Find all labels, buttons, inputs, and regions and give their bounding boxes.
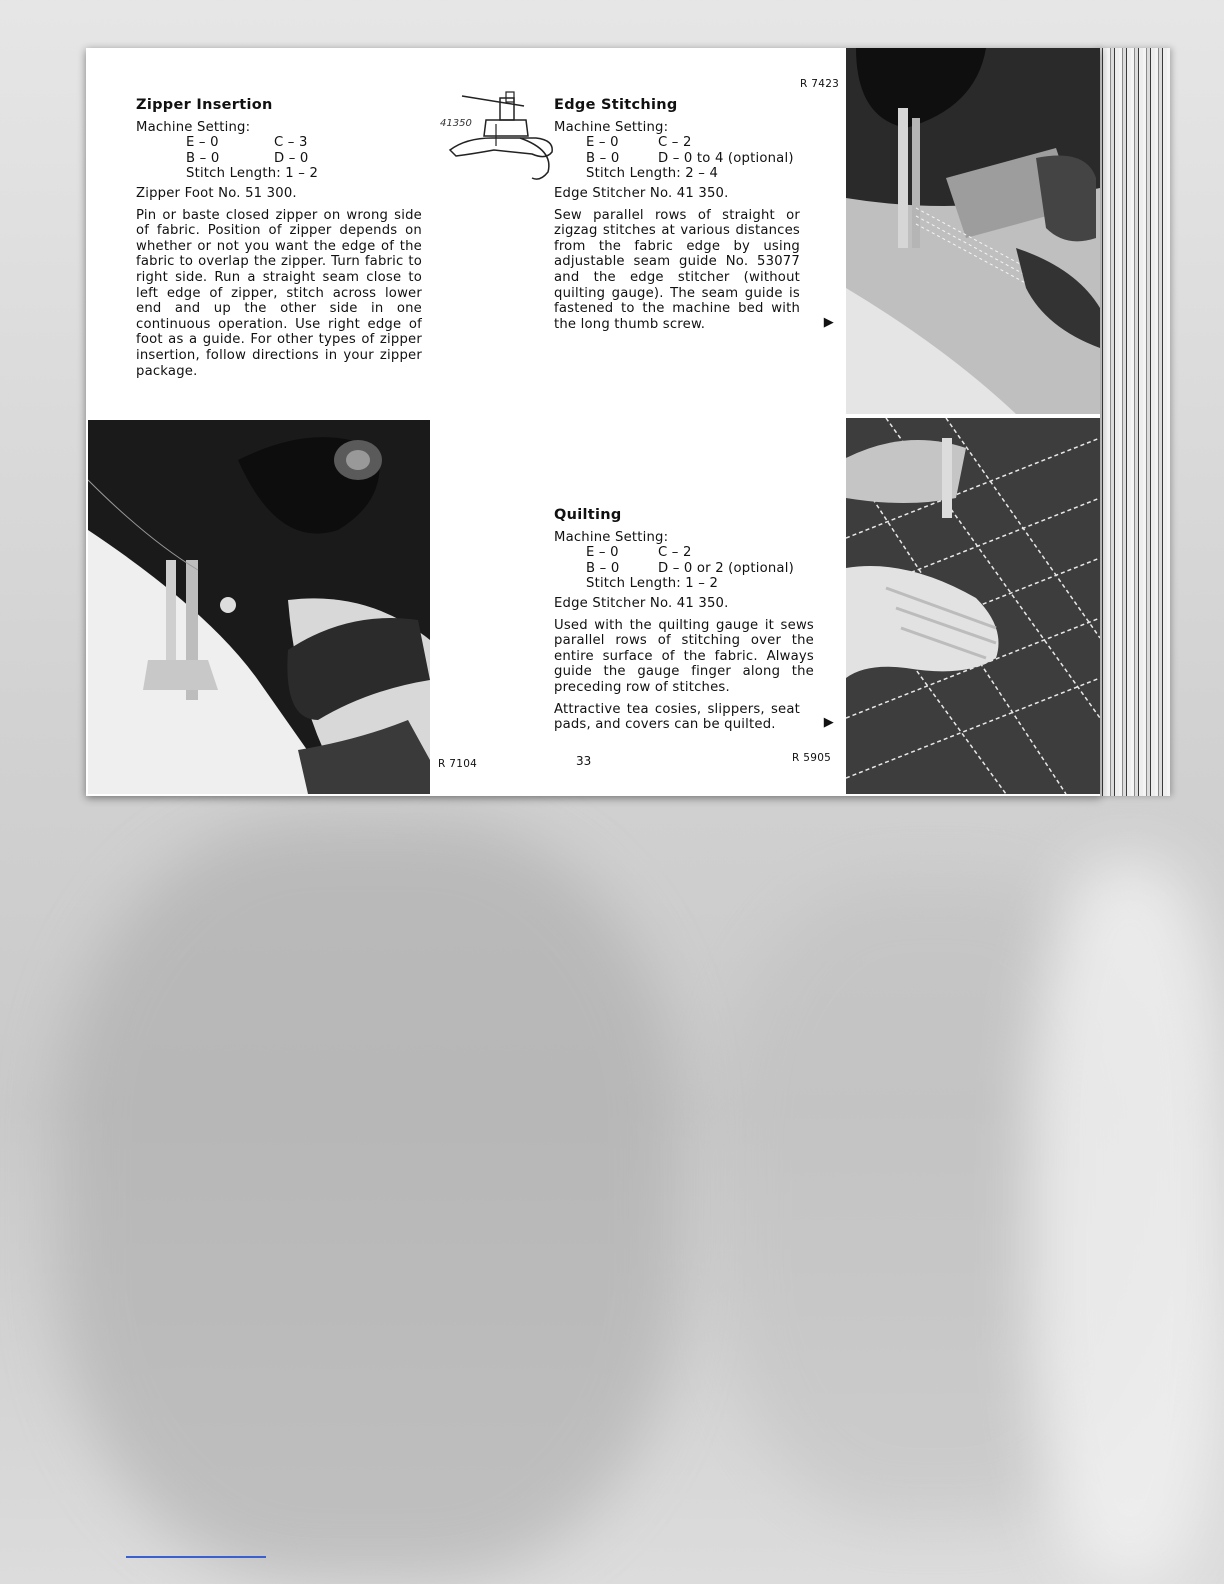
edge-stitcher-diagram: [436, 90, 558, 186]
continue-arrow-icon: ▶: [823, 715, 834, 731]
edge-stitch-length: Stitch Length: 2 – 4: [586, 166, 719, 182]
edge-setting-e: E – 0: [586, 135, 619, 151]
zipper-photo-image: [88, 420, 430, 794]
quilting-foot: Edge Stitcher No. 41 350.: [554, 595, 729, 611]
zipper-section: [136, 98, 422, 379]
zipper-body: Pin or baste closed zipper on wrong side of fabric. Position of zipper depends on whether or not you want the edge of the fabric to overlap the zipper. Turn fabric to right side. Run a straight seam close to left edge of zipper, stitch across lower end and up the other side in one continuous operation. Use right edge of foot as a guide. For other types of zipper insertion, follow directions in your zipper package.: [136, 207, 422, 379]
edge-setting-d: D – 0 to 4 (optional): [658, 150, 794, 166]
scan-shadow: [60, 820, 680, 1580]
continue-arrow-icon: ▶: [823, 314, 834, 330]
edge-stitching-photo: [846, 48, 1100, 414]
quilting-section: [554, 507, 834, 733]
zipper-machine-setting-label: Machine Setting:: [136, 119, 251, 135]
quilting-body-2: Attractive tea cosies, slippers, seat pads, and covers can be quilted.: [554, 701, 800, 733]
quilting-stitch-length: Stitch Length: 1 – 2: [586, 576, 719, 592]
quilting-setting-d: D – 0 or 2 (optional): [658, 560, 794, 576]
zipper-heading: Zipper Insertion: [136, 97, 273, 113]
quilting-photo-image: [846, 418, 1100, 794]
edge-machine-setting-label: Machine Setting:: [554, 119, 669, 135]
booklet-page-edges: [1095, 48, 1170, 796]
quilting-setting-e: E – 0: [586, 545, 619, 561]
edge-body: Sew parallel rows of straight or zigzag stitches at various distances from the fabric edge by using adjustable seam guide No. 53077 and the edge stitcher (without quilting gauge). The seam guide is fastened to the machine bed with the long thumb screw.: [554, 207, 800, 332]
quilting-setting-b: B – 0: [586, 560, 620, 576]
zipper-photo: [88, 420, 430, 794]
edge-foot: Edge Stitcher No. 41 350.: [554, 185, 729, 201]
ref-bottom-right: R 5905: [792, 752, 832, 764]
scan-edge-line: [126, 1556, 266, 1558]
quilting-setting-c: C – 2: [658, 545, 692, 561]
edge-setting-b: B – 0: [586, 150, 620, 166]
scan-highlight: [1030, 860, 1224, 1584]
quilting-body-2-wrap: [554, 701, 834, 733]
ref-top-right: R 7423: [800, 78, 840, 90]
zipper-setting-b: B – 0: [186, 150, 220, 166]
quilting-body-1: Used with the quilting gauge it sews parallel rows of stitching over the entire surface of the fabric. Always guide the gauge finger along the preceding row of stitches.: [554, 617, 814, 695]
zipper-setting-d: D – 0: [274, 150, 309, 166]
manual-page: [86, 48, 1100, 796]
quilting-heading: Quilting: [554, 507, 622, 523]
edge-setting-c: C – 2: [658, 135, 692, 151]
quilting-settings: [586, 545, 814, 576]
zipper-setting-e: E – 0: [186, 135, 219, 151]
quilting-machine-setting-label: Machine Setting:: [554, 529, 669, 545]
diagram-label-41350: 41350: [440, 118, 472, 129]
edge-stitching-photo-image: [846, 48, 1100, 414]
edge-section: [554, 97, 834, 332]
zipper-settings: [186, 135, 422, 166]
zipper-setting-c: C – 3: [274, 135, 308, 151]
ref-bottom-left: R 7104: [438, 758, 478, 770]
edge-settings: [586, 135, 814, 166]
edge-heading: Edge Stitching: [554, 97, 678, 113]
zipper-foot: Zipper Foot No. 51 300.: [136, 185, 297, 201]
page-number: 33: [576, 754, 592, 768]
edge-body-wrap: [554, 207, 834, 333]
quilting-photo: [846, 418, 1100, 794]
zipper-stitch-length: Stitch Length: 1 – 2: [186, 166, 319, 182]
